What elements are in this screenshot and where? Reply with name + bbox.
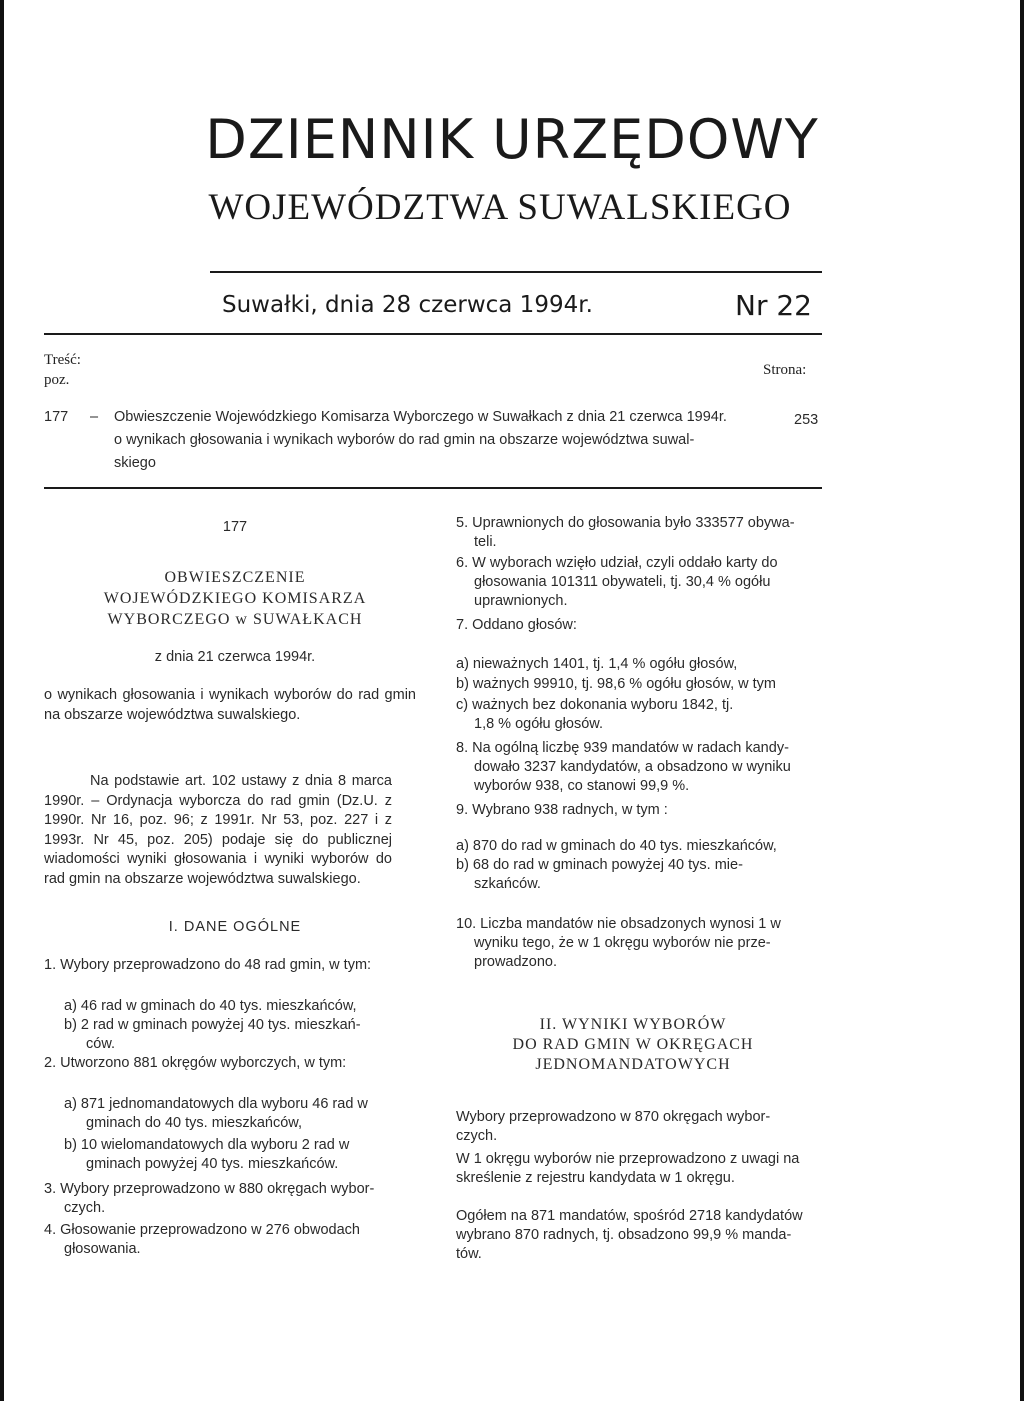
section-2-para-3-line-2: wybrano 870 radnych, tj. obsadzono 99,9 % manda- bbox=[456, 1227, 792, 1243]
toc-entry-dash: – bbox=[90, 409, 99, 425]
item-8-line-2: dowało 3237 kandydatów, a obsadzono w wyniku bbox=[474, 759, 791, 775]
item-10-line-1: 10. Liczba mandatów nie obsadzonych wynosi 1 w bbox=[456, 916, 781, 932]
announcement-number: 177 bbox=[222, 519, 248, 535]
announcement-subject: o wynikach głosowania i wynikach wyborów do rad gmin na obszarze województwa suwalskiego. bbox=[44, 687, 416, 723]
item-7c-line-2: 1,8 % ogółu głosów. bbox=[474, 716, 603, 732]
toc-entry-line-1: Obwieszczenie Wojewódzkiego Komisarza Wyborczego w Suwałkach z dnia 21 czerwca 1994r. bbox=[114, 409, 727, 425]
announcement-heading-3: WYBORCZEGO w SUWAŁKACH bbox=[107, 611, 363, 628]
item-5-line-1: 5. Uprawnionych do głosowania było 333577 obywa- bbox=[456, 515, 795, 531]
section-2-para-2-line-1: W 1 okręgu wyborów nie przeprowadzono z uwagi na bbox=[456, 1151, 800, 1167]
toc-entry-line-2: o wynikach głosowania i wynikach wyborów do rad gmin na obszarze województwa suwal- bbox=[114, 432, 695, 448]
item-10-line-2: wyniku tego, że w 1 okręgu wyborów nie prze- bbox=[474, 935, 771, 951]
toc-position-label: poz. bbox=[44, 372, 70, 388]
toc-rule bbox=[44, 487, 822, 489]
item-4-line-1: 4. Głosowanie przeprowadzono w 276 obwodach bbox=[44, 1222, 360, 1238]
item-7a: a) nieważnych 1401, tj. 1,4 % ogółu głosów, bbox=[456, 656, 738, 672]
toc-page-label: Strona: bbox=[763, 362, 807, 378]
item-7b: b) ważnych 99910, tj. 98,6 % ogółu głosów, w tym bbox=[456, 676, 776, 692]
section-2-heading-3: JEDNOMANDATOWYCH bbox=[535, 1056, 731, 1073]
item-9a: a) 870 do rad w gminach do 40 tys. mieszkańców, bbox=[456, 838, 777, 854]
item-7: 7. Oddano głosów: bbox=[456, 617, 577, 633]
toc-entry-page: 253 bbox=[794, 412, 819, 428]
section-2-para-1-line-2: czych. bbox=[456, 1128, 498, 1144]
item-2: 2. Utworzono 881 okręgów wyborczych, w tym: bbox=[44, 1055, 347, 1071]
item-1: 1. Wybory przeprowadzono do 48 rad gmin, w tym: bbox=[44, 957, 372, 973]
section-2-para-1-line-1: Wybory przeprowadzono w 870 okręgach wybor- bbox=[456, 1109, 771, 1125]
item-6-line-1: 6. W wyborach wzięło udział, czyli oddało karty do bbox=[456, 555, 778, 571]
announcement-date: z dnia 21 czerwca 1994r. bbox=[154, 649, 316, 665]
section-2-para-2-line-2: skreślenie z rejestru kandydata w 1 okręgu. bbox=[456, 1170, 735, 1186]
section-2-heading-1: II. WYNIKI WYBORÓW bbox=[539, 1016, 727, 1033]
toc-entry-line-3: skiego bbox=[114, 455, 156, 471]
item-3-line-1: 3. Wybory przeprowadzono w 880 okręgach wybor- bbox=[44, 1181, 375, 1197]
item-3-line-2: czych. bbox=[64, 1200, 106, 1216]
section-2-para-3-line-1: Ogółem na 871 mandatów, spośród 2718 kandydatów bbox=[456, 1208, 803, 1224]
masthead-title: DZIENNIK URZĘDOWY bbox=[205, 108, 819, 171]
section-2-heading-2: DO RAD GMIN W OKRĘGACH bbox=[512, 1036, 754, 1053]
item-1b-line-1: b) 2 rad w gminach powyżej 40 tys. mieszkań- bbox=[64, 1017, 361, 1033]
item-8-line-3: wyborów 938, co stanowi 99,9 %. bbox=[474, 778, 690, 794]
left-column bbox=[44, 518, 426, 1278]
masthead-rule-bottom bbox=[44, 333, 822, 335]
dateline: Suwałki, dnia 28 czerwca 1994r. bbox=[222, 292, 593, 318]
item-2a-line-1: a) 871 jednomandatowych dla wyboru 46 rad w bbox=[64, 1096, 368, 1112]
section-2-para-3-line-3: tów. bbox=[456, 1246, 482, 1262]
item-5-line-2: teli. bbox=[474, 534, 497, 550]
issue-number: Nr 22 bbox=[735, 289, 812, 322]
item-1b-line-2: ców. bbox=[86, 1036, 116, 1052]
item-8-line-1: 8. Na ogólną liczbę 939 mandatów w radach kandy- bbox=[456, 740, 789, 756]
section-1-heading: I. DANE OGÓLNE bbox=[168, 919, 302, 935]
item-9: 9. Wybrano 938 radnych, w tym : bbox=[456, 802, 668, 818]
item-6-line-2: głosowania 101311 obywateli, tj. 30,4 % ogółu bbox=[474, 574, 771, 590]
item-9b-line-1: b) 68 do rad w gminach powyżej 40 tys. mie- bbox=[456, 857, 743, 873]
right-column bbox=[456, 514, 836, 1274]
masthead-subtitle: WOJEWÓDZTWA SUWALSKIEGO bbox=[208, 187, 792, 228]
toc-entry-number: 177 bbox=[44, 409, 69, 425]
preamble: Na podstawie art. 102 ustawy z dnia 8 marca 1990r. – Ordynacja wyborcza do rad gmin (Dz.U. z 1990r. Nr 16, poz. 96; z 1991r. Nr 53, poz. 227 i z 1993r. Nr 45, poz. 205) podaje się do publicznej wiadomości wyniki głosowania i wyniki wyborów do rad gmin na obszarze województwa suwalskiego. bbox=[44, 773, 392, 887]
scan-edge-right bbox=[1020, 0, 1024, 1401]
item-10-line-3: prowadzono. bbox=[474, 954, 558, 970]
item-2a-line-2: gminach do 40 tys. mieszkańców, bbox=[86, 1115, 302, 1131]
item-4-line-2: głosowania. bbox=[64, 1241, 141, 1257]
item-2b-line-2: gminach powyżej 40 tys. mieszkańców. bbox=[86, 1156, 339, 1172]
masthead-rule-top bbox=[210, 271, 822, 273]
item-7c-line-1: c) ważnych bez dokonania wyboru 1842, tj. bbox=[456, 697, 734, 713]
announcement-heading-1: OBWIESZCZENIE bbox=[164, 569, 306, 586]
toc-content-label: Treść: bbox=[44, 352, 81, 368]
announcement-heading-2: WOJEWÓDZKIEGO KOMISARZA bbox=[103, 590, 367, 607]
item-1a: a) 46 rad w gminach do 40 tys. mieszkańców, bbox=[64, 998, 357, 1014]
item-6-line-3: uprawnionych. bbox=[474, 593, 568, 609]
item-2b-line-1: b) 10 wielomandatowych dla wyboru 2 rad w bbox=[64, 1137, 350, 1153]
item-9b-line-2: szkańców. bbox=[474, 876, 541, 892]
